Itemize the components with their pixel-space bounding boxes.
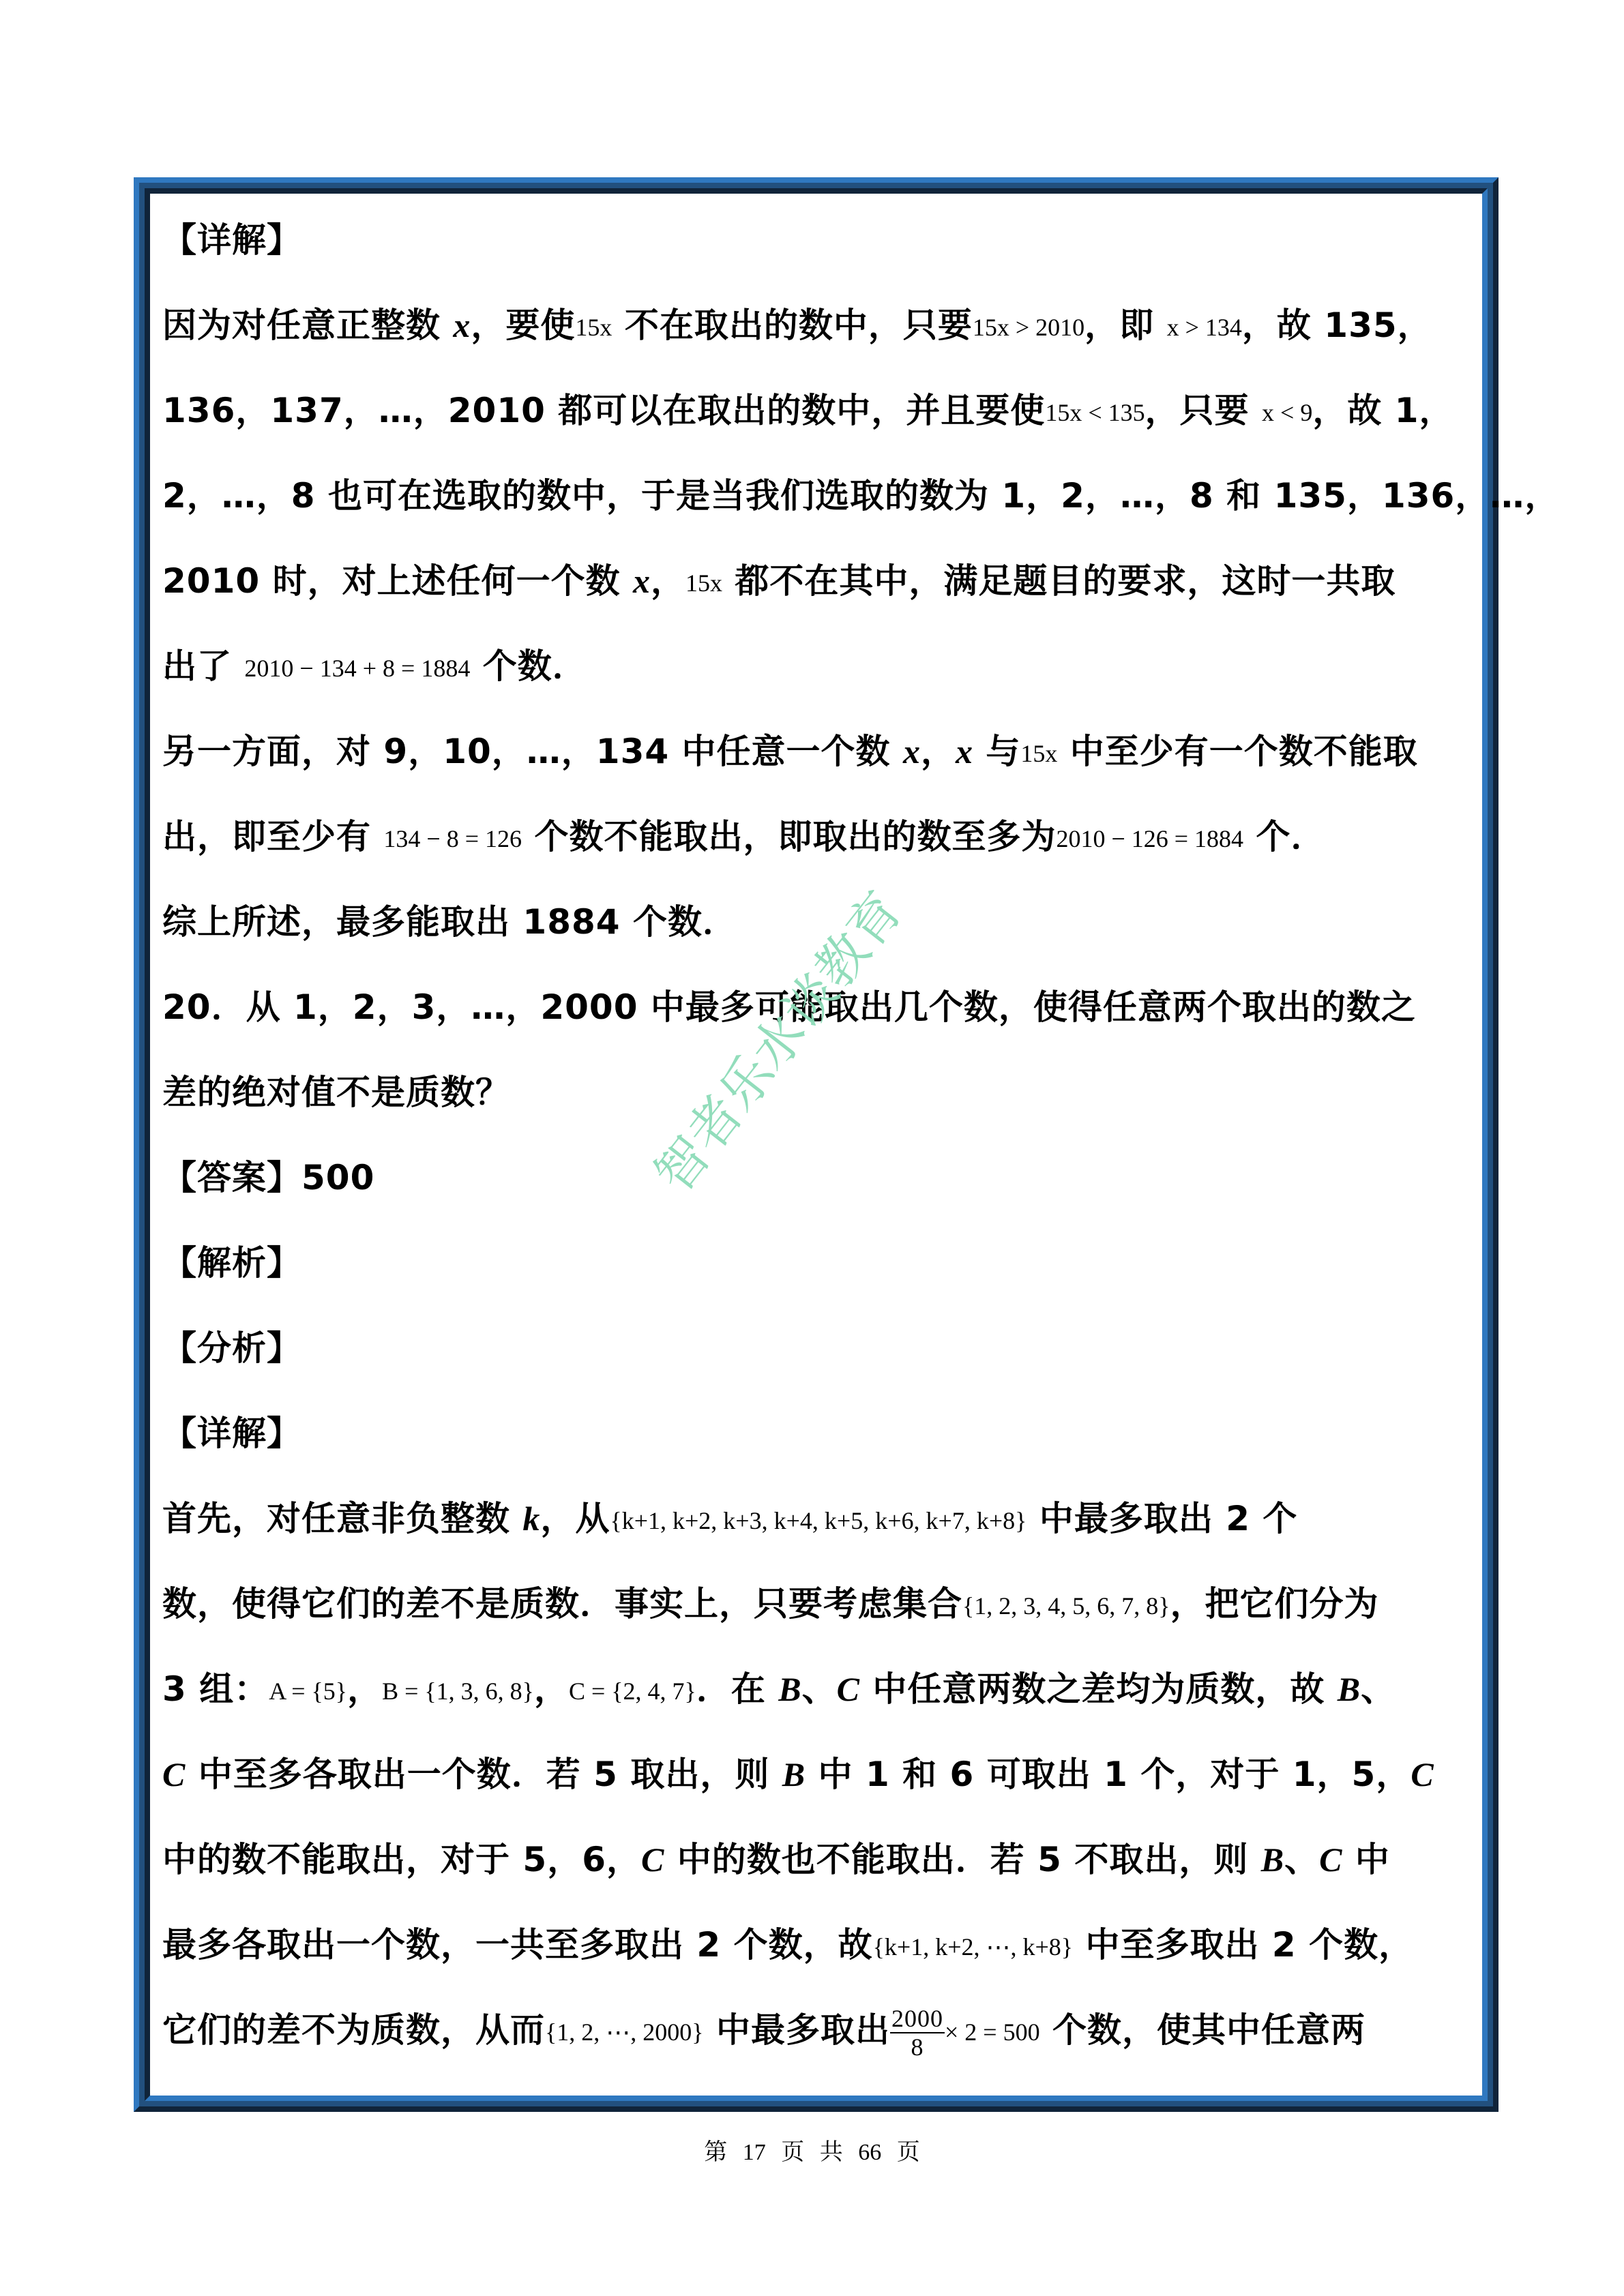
text-line (162, 383, 1472, 468)
text-line (162, 1747, 1472, 1832)
text-segment: 最多各取出一个数，一共至多取出 2 个数，故 (162, 1925, 873, 1965)
math-expression: x > 134 (1166, 314, 1242, 341)
text-line (162, 1918, 1472, 2003)
document-body (162, 213, 1560, 2088)
text-segment: 个数． (470, 646, 587, 686)
text-segment: ，把它们分为 (1170, 1584, 1379, 1624)
math-expression: 15x < 135 (1045, 399, 1145, 426)
text-segment: ，从 (540, 1499, 610, 1538)
math-expression: 15x (575, 314, 612, 341)
math-variable: B (778, 1670, 802, 1708)
fraction-denominator: 8 (911, 2033, 924, 2061)
math-expression: 2010 − 126 = 1884 (1056, 825, 1244, 852)
page-footer (0, 2133, 1624, 2166)
text-segment: 与 (973, 732, 1021, 771)
text-segment: 出，即至少有 (162, 817, 384, 856)
text-segment: 2，…，8 也可在选取的数中，于是当我们选取的数为 1，2，…，8 和 135，136，…， (162, 476, 1560, 516)
text-segment: 20．从 1，2，3，…，2000 中最多可能取出几个数，使得任意两个取出的数之 (162, 987, 1416, 1027)
text-line (162, 468, 1560, 554)
text-line (162, 980, 1472, 1065)
text-segment: 、 (1361, 1669, 1396, 1709)
math-variable: C (836, 1670, 860, 1708)
math-variable: C (1319, 1840, 1343, 1879)
text-segment: 中最多取出 (703, 2010, 890, 2050)
text-segment: ．在 (696, 1669, 779, 1709)
text-segment: ，即 (1084, 305, 1167, 345)
text-segment: 都不在其中，满足题目的要求，这时一共取 (722, 561, 1396, 601)
text-line (162, 724, 1472, 809)
math-expression: {1, 2, 3, 4, 5, 6, 7, 8} (962, 1592, 1170, 1620)
math-variable: C (162, 1755, 186, 1793)
math-variable: B (1260, 1840, 1285, 1879)
text-line (162, 1662, 1472, 1747)
math-expression: C = {2, 4, 7} (568, 1678, 696, 1705)
text-segment: ，只要 (1145, 391, 1263, 430)
text-segment: ， (650, 561, 685, 601)
text-line (162, 1150, 1472, 1236)
math-expression: x < 9 (1262, 399, 1313, 426)
text-line (162, 809, 1472, 895)
text-segment: 个数不能取出，即取出的数至多为 (522, 817, 1057, 856)
text-line (162, 895, 1472, 980)
text-segment: 首先，对任意非负整数 (162, 1499, 523, 1538)
math-variable: B (1337, 1670, 1361, 1708)
text-segment: 【答案】500 (162, 1158, 375, 1197)
text-segment: 因为对任意正整数 (162, 305, 454, 345)
text-segment: 中 (1342, 1840, 1390, 1879)
text-line (162, 1832, 1472, 1918)
text-segment: 出了 (162, 646, 245, 686)
math-expression: 15x (1020, 740, 1058, 767)
text-segment: 另一方面，对 9，10，…，134 中任意一个数 (162, 732, 903, 771)
text-segment: 差的绝对值不是质数？ (162, 1073, 510, 1112)
text-line (162, 2003, 1472, 2088)
text-segment: 中的数不能取出，对于 5，6， (162, 1840, 641, 1879)
text-line (162, 1321, 1472, 1406)
math-expression: B = {1, 3, 6, 8} (382, 1678, 534, 1705)
fraction-numerator: 2000 (891, 2004, 943, 2032)
math-variable: B (782, 1755, 806, 1793)
page-number-label: 第 17 页 共 66 页 (704, 2140, 920, 2165)
text-segment: 136，137，…，2010 都可以在取出的数中，并且要使 (162, 391, 1046, 430)
text-segment: 中至多各取出一个数．若 5 取出，则 (186, 1755, 782, 1794)
math-expression: {k+1, k+2, ⋯, k+8} (872, 1933, 1074, 1960)
math-variable: x (955, 732, 973, 771)
text-segment: 综上所述，最多能取出 1884 个数． (162, 902, 737, 942)
math-expression: A = {5} (269, 1678, 348, 1705)
text-segment: ，要使 (471, 305, 576, 345)
text-segment: 中任意两数之差均为质数，故 (859, 1669, 1338, 1709)
text-line (162, 1236, 1472, 1321)
text-line (162, 554, 1472, 639)
text-segment: 2010 时，对上述任何一个数 (162, 561, 633, 601)
math-expression: 15x > 2010 (972, 314, 1085, 341)
text-segment: 【解析】 (162, 1243, 301, 1283)
math-variable: C (1411, 1755, 1434, 1793)
text-segment: 、 (801, 1669, 837, 1709)
text-line (162, 639, 1472, 724)
text-line (162, 1065, 1472, 1150)
math-variable: x (453, 306, 471, 344)
text-segment: 【分析】 (162, 1328, 301, 1368)
text-segment: ，故 135， (1241, 305, 1432, 345)
text-segment: 数，使得它们的差不是质数．事实上，只要考虑集合 (162, 1584, 962, 1624)
text-segment: ， (533, 1669, 569, 1709)
text-segment: 中至少有一个数不能取 (1057, 732, 1418, 771)
fraction (890, 2005, 945, 2061)
math-expression: {k+1, k+2, k+3, k+4, k+5, k+6, k+7, k+8} (610, 1507, 1027, 1534)
math-expression: 2010 − 134 + 8 = 1884 (244, 655, 471, 682)
text-segment: 中最多取出 2 个 (1027, 1499, 1298, 1538)
text-segment: ， (347, 1669, 383, 1709)
text-segment: 3 组： (162, 1669, 269, 1709)
math-expression: 134 − 8 = 126 (383, 825, 522, 852)
text-line (162, 298, 1472, 383)
text-line (162, 1406, 1472, 1491)
math-expression: × 2 = 500 (944, 2018, 1040, 2046)
text-segment: 中至多取出 2 个数， (1073, 1925, 1414, 1965)
text-line (162, 1577, 1472, 1662)
text-segment: ， (920, 732, 956, 771)
math-variable: x (902, 732, 921, 771)
text-segment: 中的数也不能取出．若 5 不取出，则 (664, 1840, 1261, 1879)
text-segment: 个． (1243, 817, 1326, 856)
math-expression: 15x (685, 569, 722, 597)
text-segment: ，故 1， (1312, 391, 1454, 430)
text-segment: 个数，使其中任意两 (1039, 2010, 1366, 2050)
text-segment: 【详解】 (162, 220, 301, 260)
text-segment: 中 1 和 6 可取出 1 个，对于 1，5， (806, 1755, 1411, 1794)
math-expression: {1, 2, ⋯, 2000} (545, 2018, 704, 2046)
text-line (162, 1491, 1472, 1577)
math-variable: k (522, 1500, 541, 1538)
math-variable: x (632, 562, 651, 600)
math-variable: C (641, 1840, 665, 1879)
text-segment: 、 (1284, 1840, 1320, 1879)
watermark: 智者乐水谈教育 (643, 880, 915, 1204)
text-line (162, 213, 1472, 298)
text-segment: 不在取出的数中，只要 (612, 305, 973, 345)
text-segment: 它们的差不为质数，从而 (162, 2010, 545, 2050)
text-segment: 【详解】 (162, 1414, 301, 1453)
